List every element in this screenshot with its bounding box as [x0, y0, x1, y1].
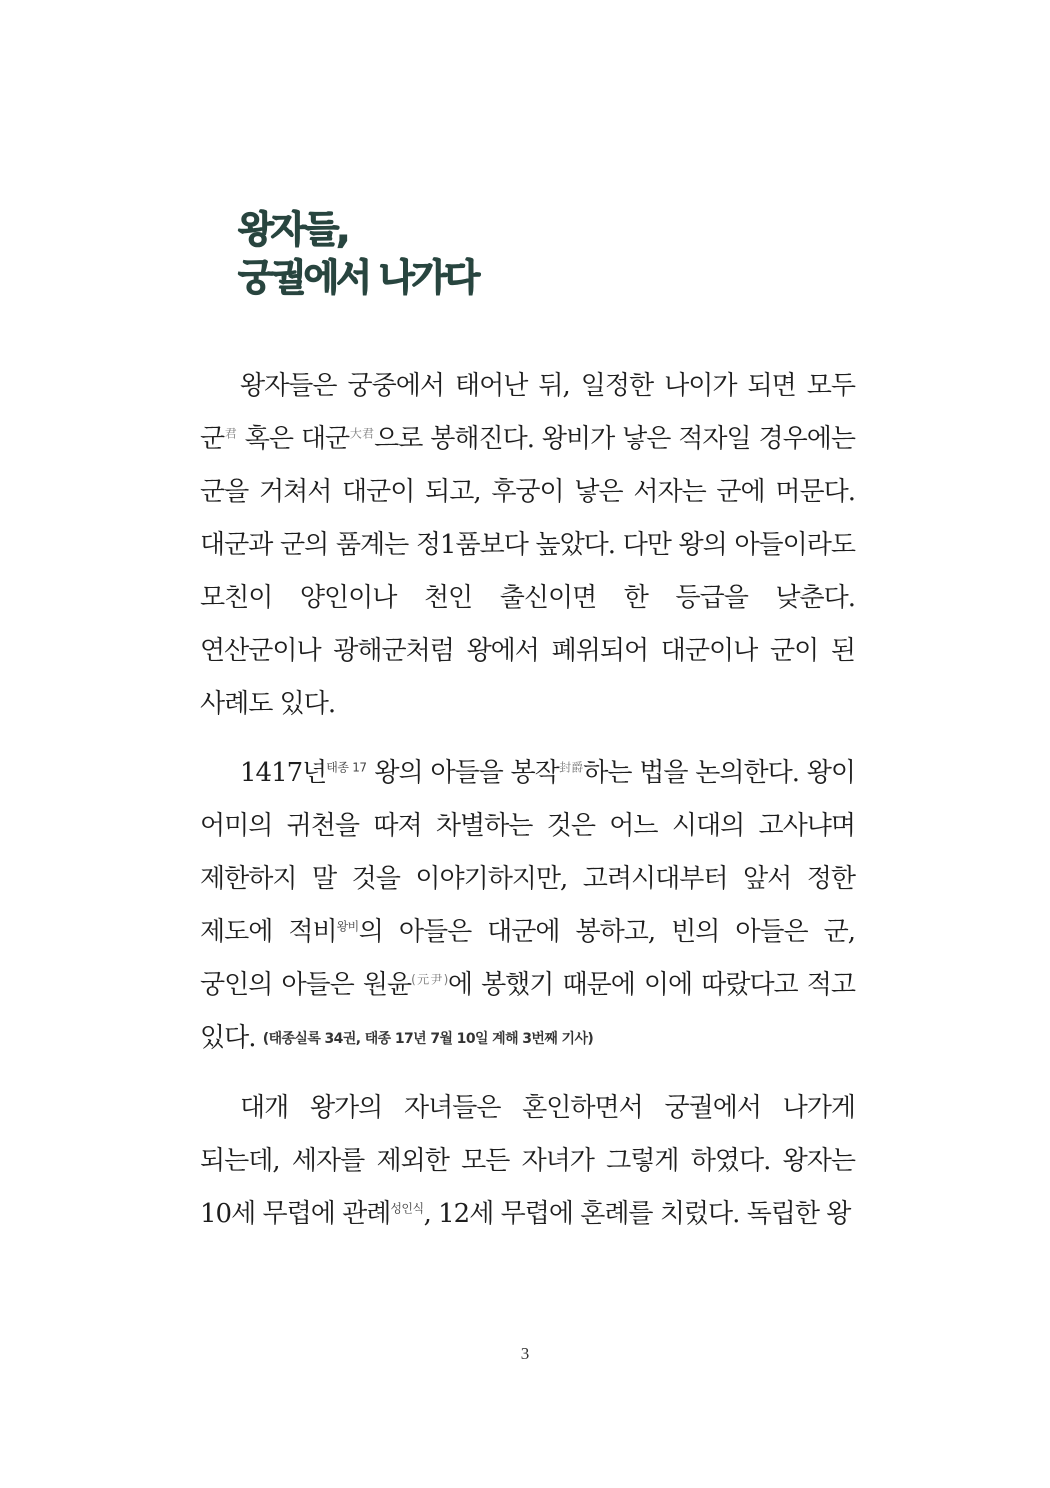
paragraph-1-text-a: 왕자들은 궁중에서 태어난 뒤, 일정한 나이가 되면 모두 군	[200, 371, 855, 454]
chapter-title-line-2: 궁궐에서 나가다	[238, 256, 478, 299]
paragraph-2-text-e: 에 봉했기 때문에 이에 따랐다고 적고 있다.	[200, 970, 855, 1053]
paragraph-2-text-c: 하는 법을 논의한다. 왕이 어미의 귀천을 따져 차별하는 것은 어느 시대의 고사냐며 제한하지 말 것을 이야기하지만, 고려시대부터 앞서 정한 제도에 적비	[200, 758, 855, 947]
hanja-annotation: 君	[224, 426, 237, 441]
source-citation: (태종실록 34권, 태종 17년 7월 10일 계해 3번째 기사)	[262, 1031, 594, 1047]
gloss-annotation: 성인식	[390, 1201, 424, 1216]
paragraph-3-text-a: 대개 왕가의 자녀들은 혼인하면서 궁궐에서 나가게 되는데, 세자를 제외한 모든 자녀가 그렇게 하였다. 왕자는 10세 무렵에 관례	[200, 1093, 855, 1229]
paragraph-1-text-c: 으로 봉해진다. 왕비가 낳은 적자일 경우에는 군을 거쳐서 대군이 되고, 후궁이 낳은 서자는 군에 머문다. 대군과 군의 품계는 정1품보다 높았다. 다만 왕의 아들이라도 모친이 양인이나 천인 출신이면 한 등급을 낮춘다. 연산군이나 광해군처럼 왕에서 폐위되어 대군이나 군이 된 사례도 있다.	[200, 424, 855, 719]
paragraph-2-text-d: 의 아들은 대군에 봉하고, 빈의 아들은 군, 궁인의 아들은 원윤	[200, 917, 855, 1000]
paragraph-2-text-b: 왕의 아들을 봉작	[366, 758, 559, 788]
paragraph-3	[200, 1082, 855, 1241]
hanja-annotation: (元尹)	[411, 972, 448, 987]
page-number: 3	[520, 1344, 530, 1363]
reign-year-annotation: 태종 17	[326, 760, 367, 775]
hanja-annotation: 封爵	[558, 760, 584, 775]
paragraph-3-text-b: , 12세 무렵에 혼례를 치렀다. 독립한 왕	[423, 1199, 851, 1229]
chapter-title	[238, 206, 477, 302]
paragraph-1	[200, 360, 855, 731]
paragraph-2-text-a: 1417년	[240, 758, 327, 788]
paragraph-1-text-b: 혹은 대군	[236, 424, 350, 454]
hanja-annotation: 大君	[349, 426, 375, 441]
gloss-annotation: 왕비	[336, 919, 359, 934]
body-text	[200, 360, 855, 1257]
chapter-title-line-1: 왕자들,	[238, 208, 348, 251]
paragraph-2	[200, 747, 855, 1066]
